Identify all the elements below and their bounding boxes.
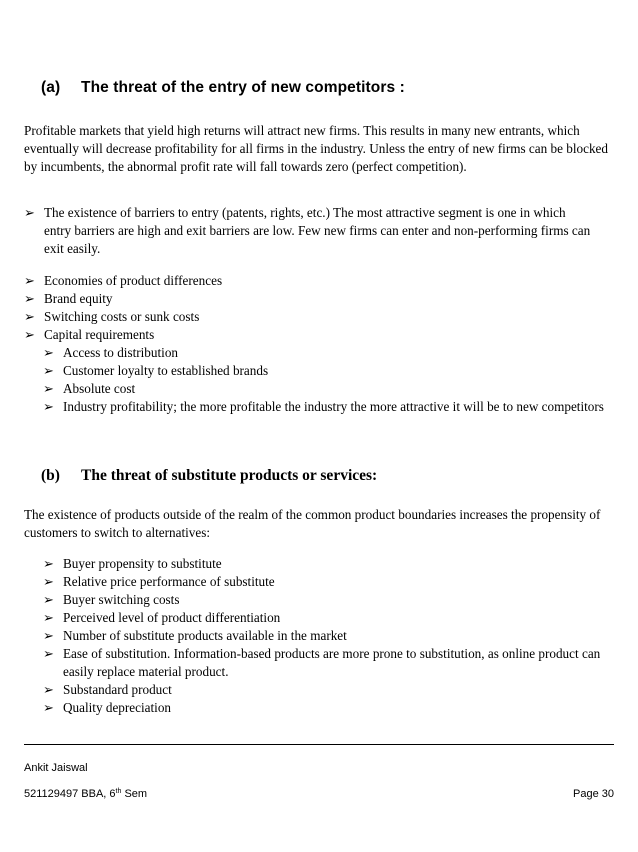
- arrow-bullet-icon: ➢: [43, 556, 55, 571]
- arrow-bullet-icon: ➢: [43, 399, 55, 414]
- list-item: ➢ Perceived level of product differentiation: [43, 610, 281, 625]
- arrow-bullet-icon: ➢: [43, 345, 55, 360]
- arrow-bullet-icon: ➢: [43, 646, 55, 661]
- list-item: ➢ Substandard product: [43, 682, 172, 697]
- barrier-note: The existence of barriers to entry (patents, rights, etc.) The most attractive segment is one in which entry barriers are high and exit barriers are low. Few new firms can enter and non-performing firms can exit easily.: [44, 205, 591, 256]
- list-item: ➢ Absolute cost: [43, 381, 136, 396]
- section-a-title: The threat of the entry of new competitors :: [81, 79, 405, 96]
- section-b-heading: [41, 467, 377, 485]
- footer-divider: [24, 744, 614, 745]
- arrow-bullet-icon: ➢: [43, 381, 55, 396]
- section-a-label: (a): [41, 79, 61, 96]
- list-item: ➢ Quality depreciation: [43, 700, 172, 715]
- footer-student-id: 521129497 BBA, 6th Sem: [24, 788, 148, 800]
- arrow-bullet-icon: ➢: [43, 610, 55, 625]
- arrow-bullet-icon: ➢: [43, 700, 55, 715]
- section-a-heading: [41, 79, 405, 97]
- arrow-bullet-icon: ➢: [24, 327, 36, 342]
- list-item: ➢ Brand equity: [24, 291, 113, 306]
- section-b-title: The threat of substitute products or services:: [81, 467, 378, 484]
- list-item: ➢ Buyer propensity to substitute: [43, 556, 222, 571]
- arrow-bullet-icon: ➢: [24, 291, 36, 306]
- list-item: ➢ Ease of substitution. Information-based products are more prone to substitution, as online product can easily replace material product.: [43, 646, 601, 679]
- list-item: ➢ Relative price performance of substitute: [43, 574, 275, 589]
- list-item: ➢ Industry profitability; the more profitable the industry the more attractive it will be to new competitors: [43, 399, 604, 414]
- section-a-intro: Profitable markets that yield high returns will attract new firms. This results in many new entrants, which eventually will decrease profitability for all firms in the industry. Unless the entry of new firms can be blocked by incumbents, the abnormal profit rate will fall towards zero (perfect competition).: [24, 123, 608, 175]
- arrow-bullet-icon: ➢: [24, 205, 36, 220]
- list-item: ➢ Customer loyalty to established brands: [43, 363, 269, 378]
- section-b-intro: The existence of products outside of the realm of the common product boundaries increases the propensity of customers to switch to alternatives:: [24, 507, 601, 541]
- arrow-bullet-icon: ➢: [43, 363, 55, 378]
- list-item: [24, 204, 592, 258]
- footer-page-number: Page 30: [573, 788, 614, 800]
- section-b-label: (b): [41, 467, 60, 484]
- arrow-bullet-icon: ➢: [24, 309, 36, 324]
- list-item: ➢ Switching costs or sunk costs: [24, 309, 200, 324]
- list-item: ➢ Buyer switching costs: [43, 592, 180, 607]
- footer-author: Ankit Jaiswal: [24, 762, 88, 774]
- arrow-bullet-icon: ➢: [43, 682, 55, 697]
- arrow-bullet-icon: ➢: [43, 574, 55, 589]
- list-item: ➢ Access to distribution: [43, 345, 179, 360]
- arrow-bullet-icon: ➢: [43, 628, 55, 643]
- list-item: ➢ Capital requirements: [24, 327, 155, 342]
- arrow-bullet-icon: ➢: [43, 592, 55, 607]
- list-item: ➢ Economies of product differences: [24, 273, 223, 288]
- arrow-bullet-icon: ➢: [24, 273, 36, 288]
- list-item: ➢ Number of substitute products available in the market: [43, 628, 347, 643]
